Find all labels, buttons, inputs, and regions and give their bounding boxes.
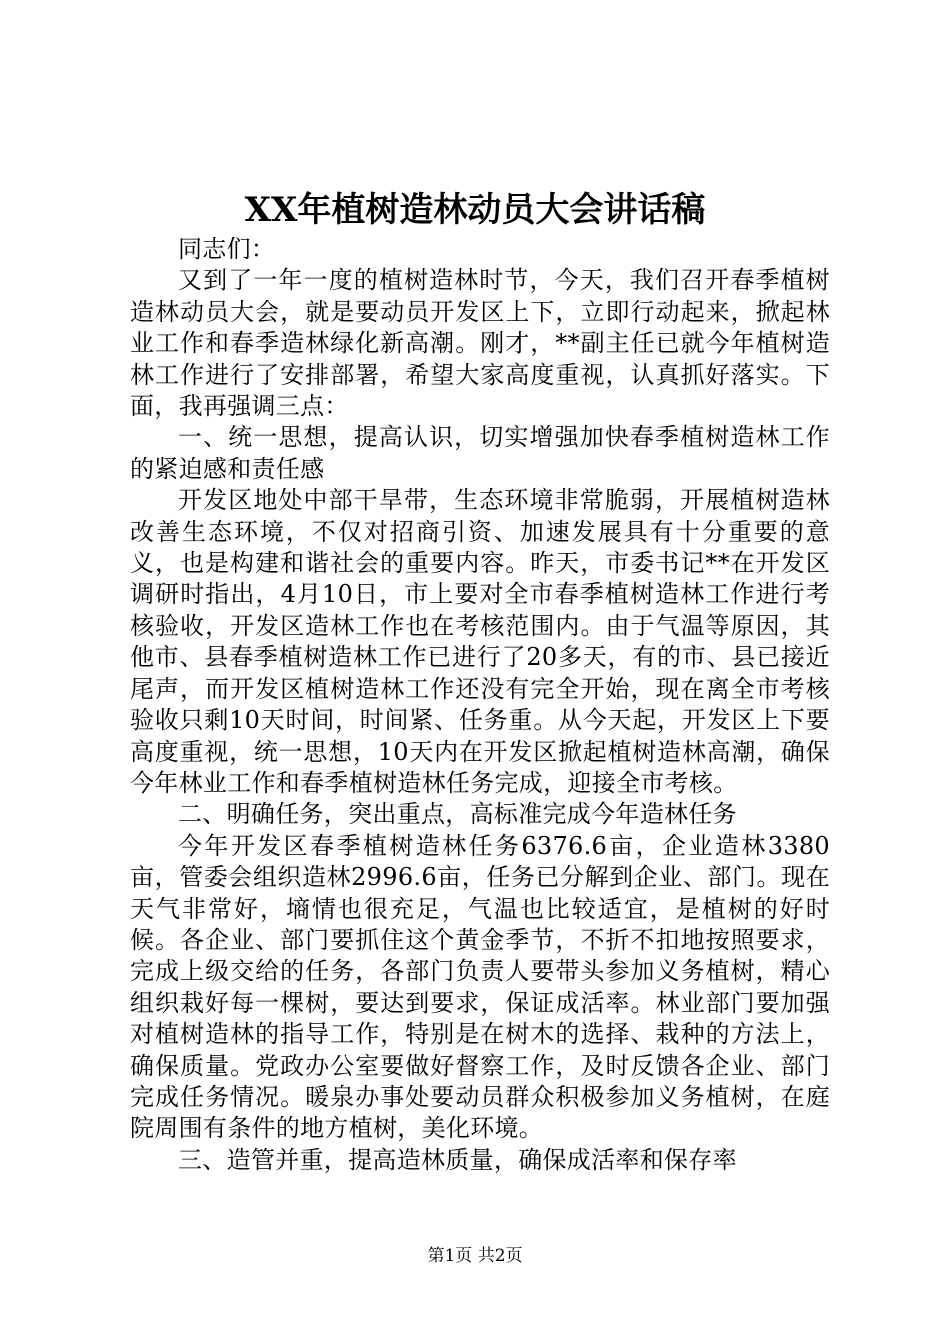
- document-body: [130, 234, 830, 1176]
- document-title: XX年植树造林动员大会讲话稿: [244, 190, 706, 230]
- page-number-footer: 第1页 共2页: [427, 1246, 523, 1266]
- section-2-paragraph: 今年开发区春季植树造林任务6376.6亩，企业造林3380亩，管委会组织造林2996.6亩，任务已分解到企业、部门。现在天气非常好，墒情也很充足，气温也比较适宜，是植树的好时候。各企业、部门要抓住这个黄金季节，不折不扣地按照要求，完成上级交给的任务，各部门负责人要带头参加义务植树，精心组织栽好每一棵树，要达到要求，保证成活率。林业部门要加强对植树造林的指导工作，特别是在树木的选择、栽种的方法上，确保质量。党政办公室要做好督察工作，及时反馈各企业、部门完成任务情况。暖泉办事处要动员群众积极参加义务植树，在庭院周围有条件的地方植树，美化环境。: [130, 831, 830, 1143]
- section-1-paragraph: 开发区地处中部干旱带，生态环境非常脆弱，开展植树造林改善生态环境，不仅对招商引资、加速发展具有十分重要的意义，也是构建和谐社会的重要内容。昨天，市委书记**在开发区调研时指出，4月10日，市上要对全市春季植树造林工作进行考核验收，开发区造林工作也在考核范围内。由于气温等原因，其他市、县春季植树造林工作已进行了20多天，有的市、县已接近尾声，而开发区植树造林工作还没有完全开始，现在离全市考核验收只剩10天时间，时间紧、任务重。从今天起，开发区上下要高度重视，统一思想，10天内在开发区掀起植树造林高潮，确保今年林业工作和春季植树造林任务完成，迎接全市考核。: [130, 486, 830, 797]
- section-heading-2: 二、明确任务，突出重点，高标准完成今年造林任务: [178, 800, 737, 829]
- intro-paragraph: 又到了一年一度的植树造林时节，今天，我们召开春季植树造林动员大会，就是要动员开发区上下，立即行动起来，掀起林业工作和春季造林绿化新高潮。刚才，**副主任已就今年植树造林工作进行了安排部署，希望大家高度重视，认真抓好落实。下面，我再强调三点：: [130, 266, 830, 421]
- salutation-paragraph: 同志们：: [178, 235, 276, 263]
- section-heading-3: 三、造管并重，提高造林质量，确保成活率和保存率: [178, 1145, 737, 1174]
- section-heading-1: 一、统一思想，提高认识，切实增强加快春季植树造林工作的紧迫感和责任感: [130, 423, 830, 483]
